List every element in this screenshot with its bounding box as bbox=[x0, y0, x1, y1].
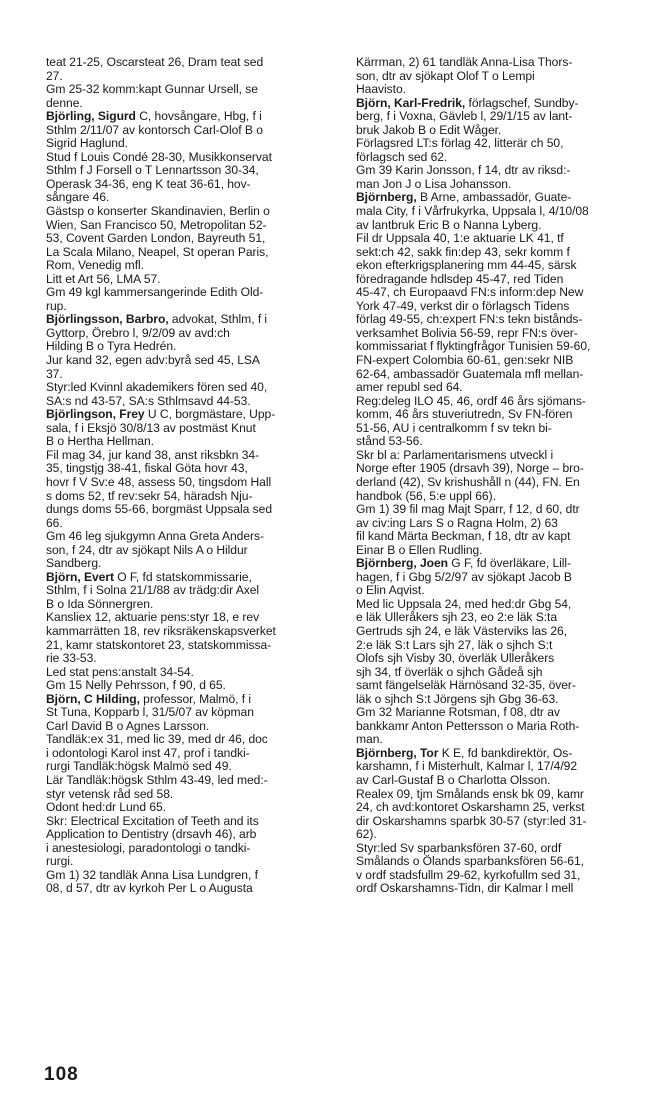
text-line bbox=[356, 340, 654, 354]
text-line bbox=[46, 774, 344, 788]
text-line bbox=[356, 679, 654, 693]
text-line bbox=[46, 855, 344, 869]
entry-name: Björn, Evert bbox=[46, 570, 114, 584]
entry-heading-line bbox=[46, 313, 344, 327]
text-line bbox=[46, 381, 344, 395]
line-text: Carl David B o Agnes Larsson. bbox=[46, 719, 210, 733]
line-text: v ordf stadsfullm 29-62, kyrkofullm sed 31, bbox=[356, 868, 581, 882]
text-line bbox=[356, 368, 654, 382]
line-text: Fil dr Uppsala 40, 1:e aktuarie LK 41, tf bbox=[356, 232, 564, 246]
line-text: rurgi Tandläk:högsk Malmö sed 49. bbox=[46, 760, 232, 774]
text-line bbox=[356, 828, 654, 842]
line-text: Förlagsred LT:s förlag 42, litterär ch 50, bbox=[356, 137, 564, 151]
line-text: Operask 34-36, eng K teat 36-61, hov- bbox=[46, 177, 251, 191]
line-text: York 47-49, verkst dir o förlagsch Tidens bbox=[356, 299, 570, 313]
line-text: Skr: Electrical Excitation of Teeth and its bbox=[46, 814, 259, 828]
text-line bbox=[356, 449, 654, 463]
text-line bbox=[356, 137, 654, 151]
line-text: Jur kand 32, egen adv:byrå sed 45, LSA bbox=[46, 354, 260, 368]
text-line bbox=[46, 760, 344, 774]
line-text: B o Hertha Hellman. bbox=[46, 435, 154, 449]
line-text: rie 33-53. bbox=[46, 652, 97, 666]
text-line bbox=[46, 679, 344, 693]
text-line bbox=[356, 232, 654, 246]
line-text: K E, fd bankdirektör, Os- bbox=[438, 746, 573, 760]
line-text: SA:s nd 43-57, SA:s Sthlmsavd 44-53. bbox=[46, 394, 251, 408]
text-line bbox=[46, 205, 344, 219]
line-text: B o Ida Sönnergren. bbox=[46, 597, 154, 611]
entry-name: Björn, C Hilding, bbox=[46, 692, 140, 706]
line-text: berg, f i Voxna, Gävleb l, 29/1/15 av lant- bbox=[356, 110, 573, 124]
text-line bbox=[46, 286, 344, 300]
line-text: ekon efterkrigsplanering mm 44-45, särsk bbox=[356, 259, 577, 273]
text-line bbox=[356, 693, 654, 707]
text-line bbox=[356, 720, 654, 734]
line-text: St Tuna, Kopparb l, 31/5/07 av köpman bbox=[46, 706, 254, 720]
line-text: 08, d 57, dtr av kyrkoh Per L o Augusta bbox=[46, 882, 253, 896]
text-line bbox=[356, 205, 654, 219]
line-text: Application to Dentistry (drsavh 46), arb bbox=[46, 828, 257, 842]
line-text: son, dtr av sjökapt Olof T o Lempi bbox=[356, 69, 535, 83]
text-line bbox=[46, 733, 344, 747]
entry-heading-line bbox=[356, 97, 654, 111]
text-line bbox=[356, 151, 654, 165]
text-line bbox=[356, 760, 654, 774]
entry-heading-line bbox=[46, 408, 344, 422]
line-text: Fil mag 34, jur kand 38, anst riksbkn 34- bbox=[46, 448, 260, 462]
line-text: Sthlm, f i Solna 21/1/88 av trädg:dir Axel bbox=[46, 584, 260, 598]
line-text: mala City, f i Vårfrukyrka, Uppsala l, 4/10/08 bbox=[356, 205, 589, 219]
text-line bbox=[356, 354, 654, 368]
line-text: Litt et Art 56, LMA 57. bbox=[46, 272, 161, 286]
text-line bbox=[46, 557, 344, 571]
entry-name: Björnberg, Joen bbox=[356, 557, 448, 571]
line-text: Gertruds sjh 24, e läk Västerviks las 26, bbox=[356, 624, 568, 638]
text-line bbox=[46, 611, 344, 625]
text-line bbox=[356, 259, 654, 273]
text-line bbox=[356, 598, 654, 612]
text-line bbox=[356, 178, 654, 192]
line-text: 27. bbox=[46, 69, 63, 83]
line-text: dir Oskarshamns sparbk 30-57 (styr:led 31- bbox=[356, 814, 587, 828]
line-text: derland (42), Sv krishushåll n (44), FN. En bbox=[356, 475, 580, 489]
text-line bbox=[356, 490, 654, 504]
text-line bbox=[356, 422, 654, 436]
line-text: hagen, f i Gbg 5/2/97 av sjökapt Jacob B bbox=[356, 570, 572, 584]
text-line bbox=[46, 815, 344, 829]
text-line bbox=[356, 435, 654, 449]
text-line bbox=[46, 395, 344, 409]
line-text: Realex 09, tjm Smålands ensk bk 09, kamr bbox=[356, 787, 584, 801]
line-text: Wien, San Francisco 50, Metropolitan 52- bbox=[46, 218, 267, 232]
line-text: U C, borgmästare, Upp- bbox=[144, 408, 276, 422]
line-text: 35, tingstjg 38-41, fiskal Göta hovr 43, bbox=[46, 462, 248, 476]
line-text: Smålands o Ölands sparbanksfören 56-61, bbox=[356, 855, 584, 869]
text-line bbox=[46, 517, 344, 531]
line-text: Gm 25-32 komm:kapt Gunnar Ursell, se bbox=[46, 83, 258, 97]
text-line bbox=[356, 517, 654, 531]
line-text: bankkamr Anton Pettersson o Maria Roth- bbox=[356, 719, 580, 733]
text-line bbox=[356, 327, 654, 341]
line-text: Sthlm 2/11/07 av kontorsch Carl-Olof B o bbox=[46, 123, 263, 137]
text-line bbox=[356, 476, 654, 490]
text-line bbox=[356, 774, 654, 788]
line-text: sångare 46. bbox=[46, 191, 110, 205]
line-text: karshamn, f i Misterhult, Kalmar l, 17/4/92 bbox=[356, 760, 578, 774]
line-text: Gm 49 kgl kammersangerinde Edith Old- bbox=[46, 286, 264, 300]
line-text: komm, 46 års stuveriutredn, Sv FN-fören bbox=[356, 408, 573, 422]
line-text: amer republ sed 64. bbox=[356, 381, 463, 395]
line-text: rurgi. bbox=[46, 855, 74, 869]
line-text: samt fängelseläk Härnösand 32-35, över- bbox=[356, 679, 576, 693]
line-text: son, f 24, dtr av sjökapt Nils A o Hildur bbox=[46, 543, 248, 557]
text-line bbox=[356, 788, 654, 802]
text-line bbox=[356, 652, 654, 666]
entry-heading-line bbox=[356, 191, 654, 205]
entry-name: Björn, Karl-Fredrik, bbox=[356, 96, 466, 110]
line-text: sala, f i Eksjö 30/8/13 av postmäst Knut bbox=[46, 421, 256, 435]
line-text: advokat, Sthlm, f i bbox=[168, 313, 268, 327]
right-column bbox=[356, 56, 654, 896]
line-text: man. bbox=[356, 733, 383, 747]
text-line bbox=[46, 56, 344, 70]
line-text: bruk Jakob B o Edit Wåger. bbox=[356, 123, 502, 137]
line-text: Skr bl a: Parlamentarismens utveckl i bbox=[356, 448, 554, 462]
text-line bbox=[356, 408, 654, 422]
line-text: Gästsp o konserter Skandinavien, Berlin o bbox=[46, 205, 270, 219]
text-line bbox=[356, 530, 654, 544]
text-line bbox=[46, 97, 344, 111]
text-line bbox=[356, 124, 654, 138]
line-text: Stud f Louis Condé 28-30, Musikkonservat bbox=[46, 150, 272, 164]
line-text: fil kand Märta Beckman, f 18, dtr av kapt bbox=[356, 530, 571, 544]
line-text: e läk Ulleråkers sjh 23, eo 2:e läk S:ta bbox=[356, 611, 558, 625]
text-line bbox=[356, 584, 654, 598]
line-text: föredragande hdlsdep 45-47, red Tiden bbox=[356, 272, 564, 286]
text-line bbox=[46, 368, 344, 382]
line-text: ordf Oskarshamns-Tidn, dir Kalmar l mell bbox=[356, 882, 574, 896]
text-line bbox=[46, 801, 344, 815]
line-text: Lär Tandläk:högsk Sthlm 43-49, led med:- bbox=[46, 773, 268, 787]
entry-heading-line bbox=[356, 557, 654, 571]
text-line bbox=[46, 422, 344, 436]
text-line bbox=[46, 164, 344, 178]
line-text: O F, fd statskommissarie, bbox=[113, 570, 252, 584]
entry-heading-line bbox=[356, 747, 654, 761]
line-text: 53, Covent Garden London, Bayreuth 51, bbox=[46, 232, 266, 246]
line-text: Gm 15 Nelly Pehrsson, f 90, d 65. bbox=[46, 679, 226, 693]
text-line bbox=[46, 706, 344, 720]
line-text: 2:e läk S:t Lars sjh 27, läk o sjhch S:t bbox=[356, 638, 553, 652]
line-text: 45-47, ch Europaavd FN:s inform:dep New bbox=[356, 286, 584, 300]
text-line bbox=[46, 340, 344, 354]
text-line bbox=[356, 313, 654, 327]
text-line bbox=[356, 56, 654, 70]
line-text: handbok (56, 5:e uppl 66). bbox=[356, 489, 496, 503]
line-text: 51-56, AU i centralkomm f sv tekn bi- bbox=[356, 421, 552, 435]
text-line bbox=[46, 788, 344, 802]
text-line bbox=[46, 652, 344, 666]
text-line bbox=[356, 855, 654, 869]
entry-name: Björlingsson, Barbro, bbox=[46, 313, 169, 327]
line-text: Odont hed:dr Lund 65. bbox=[46, 801, 166, 815]
line-text: Kärrman, 2) 61 tandläk Anna-Lisa Thors- bbox=[356, 56, 573, 69]
text-line bbox=[356, 611, 654, 625]
text-line bbox=[356, 544, 654, 558]
text-line bbox=[46, 435, 344, 449]
line-text: av lantbruk Eric B o Nanna Lyberg. bbox=[356, 218, 542, 232]
text-line bbox=[46, 625, 344, 639]
text-line bbox=[356, 842, 654, 856]
text-line bbox=[356, 666, 654, 680]
line-text: Norge efter 1905 (drsavh 39), Norge – bro- bbox=[356, 462, 584, 476]
text-line bbox=[356, 706, 654, 720]
line-text: Styr:led Sv sparbanksfören 37-60, ordf bbox=[356, 841, 562, 855]
line-text: Led stat pens:anstalt 34-54. bbox=[46, 665, 194, 679]
text-line bbox=[356, 733, 654, 747]
line-text: Gm 32 Marianne Rotsman, f 08, dtr av bbox=[356, 706, 560, 720]
line-text: Kansliex 12, aktuarie pens:styr 18, e rev bbox=[46, 611, 260, 625]
line-text: La Scala Milano, Neapel, St operan Paris, bbox=[46, 245, 269, 259]
text-line bbox=[46, 476, 344, 490]
line-text: Haavisto. bbox=[356, 83, 406, 97]
line-text: rup. bbox=[46, 299, 67, 313]
line-text: av civ:ing Lars S o Ragna Holm, 2) 63 bbox=[356, 516, 558, 530]
line-text: sekt:ch 42, sakk fin:dep 43, sekr komm f bbox=[356, 245, 570, 259]
entry-name: Björling, Sigurd bbox=[46, 110, 136, 124]
left-column bbox=[46, 56, 344, 896]
entry-name: Björnberg, Tor bbox=[356, 746, 439, 760]
line-text: professor, Malmö, f i bbox=[139, 692, 252, 706]
line-text: Med lic Uppsala 24, med hed:dr Gbg 54, bbox=[356, 597, 572, 611]
line-text: 62). bbox=[356, 828, 377, 842]
text-line bbox=[46, 449, 344, 463]
line-text: FN-expert Colombia 60-61, gen:sekr NIB bbox=[356, 354, 574, 368]
text-line bbox=[46, 503, 344, 517]
text-line bbox=[356, 882, 654, 896]
text-line bbox=[46, 842, 344, 856]
line-text: förlag 49-55, ch:expert FN:s tekn bistånds- bbox=[356, 313, 583, 327]
line-text: Sthlm f J Forsell o T Lennartsson 30-34, bbox=[46, 164, 259, 178]
line-text: styr vetensk råd sed 58. bbox=[46, 787, 174, 801]
line-text: kommissariat f flyktingfrågor Tunisien 59-60, bbox=[356, 340, 591, 354]
text-line bbox=[356, 625, 654, 639]
line-text: 62-64, ambassadör Guatemala mfl mellan- bbox=[356, 367, 584, 381]
line-text: Styr:led Kvinnl akademikers fören sed 40, bbox=[46, 381, 268, 395]
line-text: G F, fd överläkare, Lill- bbox=[447, 557, 572, 571]
entry-name: Björlingson, Frey bbox=[46, 408, 145, 422]
text-line bbox=[46, 124, 344, 138]
entry-name: Björnberg, bbox=[356, 191, 417, 205]
text-line bbox=[356, 639, 654, 653]
text-line bbox=[46, 259, 344, 273]
text-line bbox=[46, 151, 344, 165]
text-line bbox=[356, 83, 654, 97]
line-text: s doms 52, tf rev:sekr 54, häradsh Nju- bbox=[46, 489, 253, 503]
text-line bbox=[46, 720, 344, 734]
line-text: Sigrid Haglund. bbox=[46, 137, 128, 151]
text-line bbox=[356, 164, 654, 178]
line-text: i odontologi Karol inst 47, prof i tandki- bbox=[46, 746, 250, 760]
line-text: Hilding B o Tyra Hedrén. bbox=[46, 340, 177, 354]
line-text: teat 21-25, Oscarsteat 26, Dram teat sed bbox=[46, 56, 264, 69]
text-line bbox=[46, 178, 344, 192]
line-text: 21, kamr statskontoret 23, statskommissa- bbox=[46, 638, 272, 652]
text-line bbox=[46, 300, 344, 314]
text-line bbox=[46, 639, 344, 653]
text-line bbox=[356, 286, 654, 300]
line-text: dungs doms 55-66, borgmäst Uppsala sed bbox=[46, 503, 272, 517]
text-line bbox=[46, 219, 344, 233]
line-text: 66. bbox=[46, 516, 63, 530]
text-line bbox=[356, 381, 654, 395]
line-text: 37. bbox=[46, 367, 63, 381]
text-line bbox=[46, 273, 344, 287]
line-text: Gyttorp, Örebro l, 9/2/09 av avd:ch bbox=[46, 326, 230, 340]
text-line bbox=[356, 70, 654, 84]
text-line bbox=[46, 666, 344, 680]
text-line bbox=[46, 598, 344, 612]
line-text: Olofs sjh Visby 30, överläk Ulleråkers bbox=[356, 652, 555, 666]
line-text: Gm 46 leg sjukgymn Anna Greta Anders- bbox=[46, 530, 264, 544]
line-text: Rom, Venedig mfl. bbox=[46, 259, 144, 273]
page-number: 108 bbox=[44, 1064, 79, 1085]
line-text: förlagsch sed 62. bbox=[356, 150, 448, 164]
text-line bbox=[46, 544, 344, 558]
line-text: Reg:deleg ILO 45, 46, ordf 46 års sjömans- bbox=[356, 394, 586, 408]
text-line bbox=[46, 70, 344, 84]
text-line bbox=[46, 490, 344, 504]
line-text: Einar B o Ellen Rudling. bbox=[356, 543, 483, 557]
text-line bbox=[46, 232, 344, 246]
line-text: Tandläk:ex 31, med lic 39, med dr 46, doc bbox=[46, 733, 268, 747]
text-line bbox=[356, 273, 654, 287]
entry-heading-line bbox=[46, 571, 344, 585]
line-text: B Arne, ambassadör, Guate- bbox=[416, 191, 572, 205]
text-line bbox=[356, 503, 654, 517]
text-line bbox=[46, 828, 344, 842]
text-line bbox=[46, 869, 344, 883]
text-line bbox=[356, 300, 654, 314]
line-text: C, hovsångare, Hbg, f i bbox=[135, 110, 262, 124]
text-line bbox=[46, 137, 344, 151]
line-text: läk o sjhch S:t Jörgens sjh Gbg 36-63. bbox=[356, 692, 559, 706]
line-text: Sandberg. bbox=[46, 557, 102, 571]
line-text: verksamhet Bolivia 56-59, repr FN:s över- bbox=[356, 326, 578, 340]
line-text: stånd 53-56. bbox=[356, 435, 423, 449]
line-text: o Elin Aqvist. bbox=[356, 584, 425, 598]
text-line bbox=[46, 191, 344, 205]
text-line bbox=[46, 354, 344, 368]
line-text: Gm 39 Karin Jonsson, f 14, dtr av riksd:- bbox=[356, 164, 571, 178]
text-line bbox=[356, 246, 654, 260]
text-line bbox=[356, 219, 654, 233]
text-line bbox=[46, 584, 344, 598]
text-line bbox=[356, 571, 654, 585]
line-text: man Jon J o Lisa Johansson. bbox=[356, 177, 512, 191]
text-line bbox=[356, 869, 654, 883]
text-line bbox=[46, 83, 344, 97]
text-line bbox=[46, 882, 344, 896]
line-text: Gm 1) 32 tandläk Anna Lisa Lundgren, f bbox=[46, 868, 258, 882]
line-text: förlagschef, Sundby- bbox=[465, 96, 579, 110]
text-line bbox=[356, 110, 654, 124]
text-line bbox=[46, 246, 344, 260]
line-text: 24, ch avd:kontoret Oskarshamn 25, verkst bbox=[356, 801, 585, 815]
text-line bbox=[46, 747, 344, 761]
text-line bbox=[46, 462, 344, 476]
line-text: hovr f V Sv:e 48, assess 50, tingsdom Hall bbox=[46, 475, 272, 489]
entry-heading-line bbox=[46, 693, 344, 707]
entry-heading-line bbox=[46, 110, 344, 124]
line-text: Gm 1) 39 fil mag Majt Sparr, f 12, d 60, dtr bbox=[356, 503, 580, 517]
text-line bbox=[356, 462, 654, 476]
text-line bbox=[46, 530, 344, 544]
line-text: sjh 34, tf överläk o sjhch Gådeå sjh bbox=[356, 665, 543, 679]
line-text: denne. bbox=[46, 96, 83, 110]
line-text: kammarrätten 18, rev riksräkenskapsverket bbox=[46, 624, 276, 638]
text-line bbox=[356, 395, 654, 409]
text-line bbox=[356, 801, 654, 815]
line-text: av Carl-Gustaf B o Charlotta Olsson. bbox=[356, 773, 551, 787]
text-line bbox=[46, 327, 344, 341]
text-line bbox=[356, 815, 654, 829]
line-text: i anestesiologi, paradontologi o tandki- bbox=[46, 841, 251, 855]
